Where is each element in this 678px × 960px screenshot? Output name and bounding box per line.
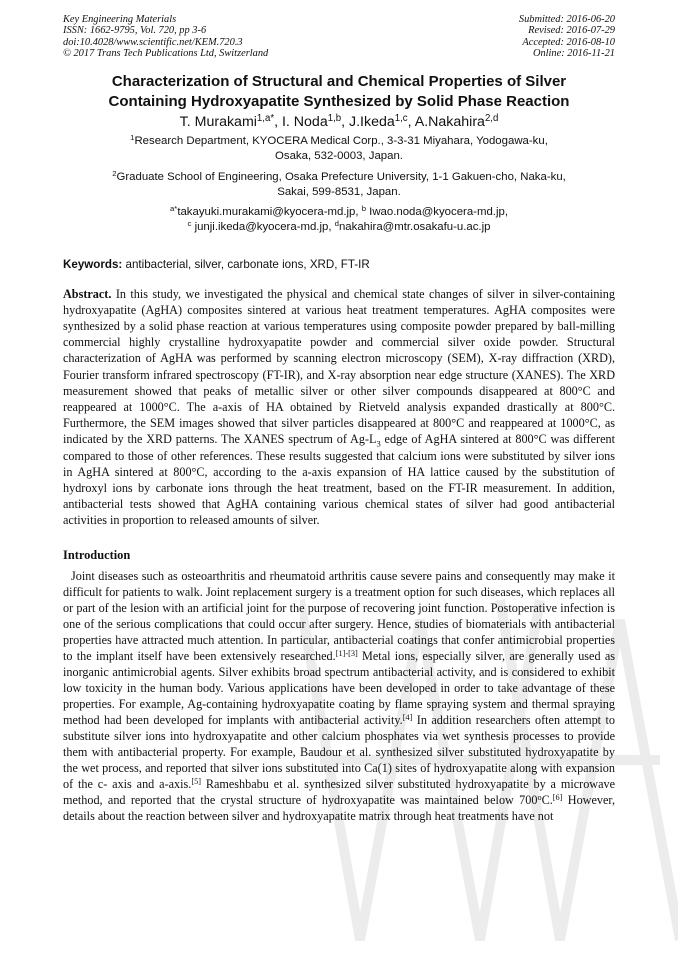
- author-affil-mark: 1,c: [394, 112, 408, 124]
- journal-header: [63, 14, 615, 60]
- affiliation-line: Sakai, 599-8531, Japan.: [277, 185, 401, 198]
- citation-ref[interactable]: [1]-[3]: [335, 648, 358, 658]
- body-text: Joint diseases such as osteoarthritis and rheumatoid arthritis cause severe pains and consequently may make it difficult for patients to walk. Joint replacement surgery is a treatment option for such diseases, which replaces all or part of the lesion with an artificial joint for the purpose of recovering joint function. Postoperative infection is one of the serious complications that could occur after surgery. Hence, studies of biomaterials with antibacterial properties have attracted much attention. In particular, antibacterial coatings that confer antimicrobial properties to the implant itself have been extensively researched.: [63, 568, 615, 663]
- keywords: [63, 257, 615, 272]
- body-text: However, details about the reaction between silver and hydroxyapatite matrix through heat treatments have not: [63, 793, 615, 824]
- body-text: C.: [541, 793, 553, 808]
- affiliation-2: [63, 170, 615, 200]
- affiliation-mark: 2: [112, 168, 117, 178]
- email-mark: b: [361, 203, 366, 213]
- affiliation-line: Research Department, KYOCERA Medical Corp., 3-3-31 Miyahara, Yodogawa-ku,: [134, 134, 548, 147]
- author-separator: ,: [341, 113, 350, 130]
- affiliation-line: Osaka, 532-0003, Japan.: [275, 149, 403, 162]
- section-heading: Introduction: [63, 547, 131, 562]
- author-name: T. Murakami: [179, 113, 257, 130]
- publication-dates: [519, 14, 615, 60]
- author-affil-mark: 1,a*: [256, 112, 275, 124]
- email-address[interactable]: Iwao.noda@kyocera-md.jp,: [366, 205, 508, 218]
- author-list: [63, 113, 615, 131]
- author-name: J.Ikeda: [349, 113, 395, 130]
- journal-name: Key Engineering Materials: [63, 14, 177, 25]
- author-affil-mark: 2,d: [484, 112, 499, 124]
- keywords-text: antibacterial, silver, carbonate ions, XRD, FT-IR: [122, 257, 370, 271]
- author-separator: ,: [407, 113, 415, 130]
- author-separator: ,: [274, 113, 282, 130]
- revised-date: Revised: 2016-07-29: [528, 25, 615, 37]
- accepted-date: Accepted: 2016-08-10: [522, 36, 615, 48]
- abstract-text: In this study, we investigated the physical and chemical state changes of silver in silver-containing hydroxyapatite (AgHA) composites sintered at various heat treatment temperatures. AgHA composites were synthesized by a solid phase reaction at various temperatures using composite powder prepared by ball-milling commercial highly crystalline hydroxyapatite powder and commercial silver oxide powder. Structural characterization of AgHA was performed by scanning electron microscopy (SEM), X-ray diffraction (XRD), Fourier transform infrared spectroscopy (FT-IR), and X-ray absorption near edge structure (XANES). The XRD measurement showed that peaks of metallic silver or other silver compounds disappeared at 800°C and reappeared at 1000°C. The a-axis of HA obtained by Rietveld analysis expanded drastically at 800°C. Furthermore, the SEM images showed that silver particles disappeared at 800°C and reappeared at 1000°C, as indicated by the XRD patterns. The XANES spectrum of Ag-L: [63, 286, 615, 447]
- body-text: In addition researchers often attempt to substitute silver ions into hydroxyapatite and other calcium phosphates via wet synthesis processes to provide them with antibacterial property. For example, Baudour et al. synthesized silver substituted hydroxyapatite by the wet process, and reported that silver ions substituted into Ca(1) sites of hydroxyapatite along with expansion of the c- axis and a-axis.: [63, 713, 615, 792]
- title-line-1: Characterization of Structural and Chemical Properties of Silver: [111, 72, 567, 90]
- journal-info: [63, 14, 268, 60]
- issn-line: ISSN: 1662-9795, Vol. 720, pp 3-6: [63, 25, 207, 37]
- author-name: I. Noda: [281, 113, 328, 130]
- introduction-paragraph: [63, 568, 615, 825]
- email-address[interactable]: takayuki.murakami@kyocera-md.jp,: [177, 205, 362, 218]
- submitted-date: Submitted: 2016-06-20: [518, 14, 615, 25]
- keywords-label: Keywords:: [63, 257, 123, 271]
- paper-title: [63, 72, 615, 112]
- degree-mark: o: [537, 793, 542, 803]
- online-date: Online: 2016-11-21: [532, 48, 615, 60]
- affiliation-mark: 1: [130, 132, 135, 142]
- abstract-label: Abstract.: [63, 286, 112, 301]
- email-mark: a*: [169, 203, 178, 213]
- abstract-text: edge of AgHA sintered at 800°C was different compared to those of other references. These results suggested that calcium ions were substituted by silver ions in AgHA sintered at 800°C, according to the a-axis expansion of HA lattice caused by the substitution of hydroxyl ions by carbonate ions through the heat treatment, based on the FT-IR measurement. In addition, antibacterial tests showed that AgHA containing various chemical states of silver had good antibacterial activities in proportion to released amounts of silver.: [63, 432, 615, 528]
- paper-page: [63, 14, 615, 824]
- author-name: A.Nakahira: [414, 113, 485, 130]
- citation-ref[interactable]: [5]: [191, 777, 201, 787]
- author-affil-mark: 1,b: [327, 112, 342, 124]
- citation-ref[interactable]: [4]: [402, 712, 413, 722]
- email-mark: c: [187, 218, 192, 228]
- abstract: [63, 286, 615, 529]
- email-address[interactable]: junji.ikeda@kyocera-md.jp,: [191, 220, 335, 233]
- email-mark: d: [334, 218, 339, 228]
- email-address[interactable]: nakahira@mtr.osakafu-u.ac.jp: [338, 220, 491, 233]
- affiliation-1: [63, 134, 615, 164]
- citation-ref[interactable]: [6]: [552, 793, 563, 803]
- doi-line: doi:10.4028/www.scientific.net/KEM.720.3: [63, 36, 243, 48]
- body-text: Rameshbabu et al. synthesized silver substituted hydroxyapatite by a microwave method, and reported that the crystal structure of hydroxyapatite was maintained below 700: [63, 777, 615, 808]
- affiliation-line: Graduate School of Engineering, Osaka Prefecture University, 1-1 Gakuen-cho, Naka-ku,: [116, 170, 566, 183]
- title-line-2: Containing Hydroxyapatite Synthesized by Solid Phase Reaction: [108, 92, 570, 110]
- copyright-line: © 2017 Trans Tech Publications Ltd, Switzerland: [63, 48, 269, 60]
- subscript: 3: [376, 438, 381, 449]
- body-text: Metal ions, especially silver, are generally used as inorganic antimicrobial agents. Silver exhibits broad spectrum antibacterial activity, and is considered to exhibit low toxicity in the human body. Various applications have been developed in order to take advantage of these properties. For example, Ag-containing hydroxyapatite coating by flame spraying system and thermal spraying method had been developed for implants with antibacterial activity.: [63, 648, 615, 728]
- author-emails: [63, 205, 615, 235]
